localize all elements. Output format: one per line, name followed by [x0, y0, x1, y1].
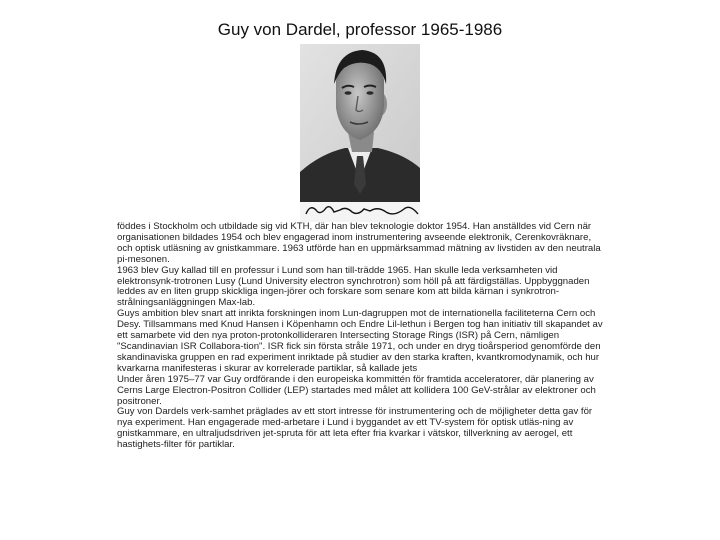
portrait-photo: [300, 44, 420, 222]
biography-text: [117, 222, 609, 451]
biography-paragraph: 1963 blev Guy kallad till en professur i Lund som han till-trädde 1965. Han skulle leda verksamheten vid elektronsynk-trotronen Lusy (Lund University electron synchrotron) som höll på att färdigställas. Uppbyggnaden leddes av en liten grupp skickliga ingen-jörer och forskare som senare kom att bilda kärnan i synkrotron-strålningsanläggningen Max-lab.: [117, 264, 590, 309]
biography-paragraph: föddes i Stockholm och utbildade sig vid KTH, där han blev teknologie doktor 1954. Han anställdes vid Cern när organisationen bildades 1954 och blev engagerad inom instrumentering avseende elektronik, Cerenkovräknare, och optisk utläsning av gnistkammare. 1963 utförde han en uppmärksammad mätning av livstiden av den neutrala pi-mesonen.: [117, 221, 601, 265]
biography-paragraph: Under åren 1975–77 var Guy ordförande i den europeiska kommittén för framtida acceleratorer, där planering av Cerns Large Electron-Positron Collider (LEP) startades med målet att kollidera 100 GeV-strålar av elektroner och positroner.: [117, 373, 596, 407]
biography-paragraph: Guy von Dardels verk-samhet präglades av ett stort intresse för instrumentering och de möjligheter detta gav för nya experiment. Han engagerade med-arbetare i Lund i byggandet av ett TV-system för optisk utläs-ning av gnistkammare, en ultraljudsdriven jet-spruta för att leta efter fria kvarkar i vätskor, tillverkning av aerogel, ett hastighets-filter för partiklar.: [117, 406, 593, 451]
biography-paragraph: Guys ambition blev snart att inrikta forskningen inom Lun-dagruppen mot de internationella faciliteterna Cern och Desy. Tillsammans med Knud Hansen i Köpenhamn och Endre Lil-lethun i Bergen tog han initiativ till skapandet av ett samarbete vid den nya proton-protonkollideraren Intersecting Storage Rings (ISR) på Cern, nämligen "Scandinavian ISR Collabora-tion". ISR fick sin första stråle 1971, och under en dryg tioårsperiod genomförde den skandinaviska gruppen en rad experiment inriktade på studier av den starka kraften, kvantkromodynamik, och hur kvarkarna manifesteras i skurar av korrelerade partiklar, så kallade jets: [117, 308, 603, 374]
slide-title: Guy von Dardel, professor 1965-1986: [217, 20, 503, 39]
